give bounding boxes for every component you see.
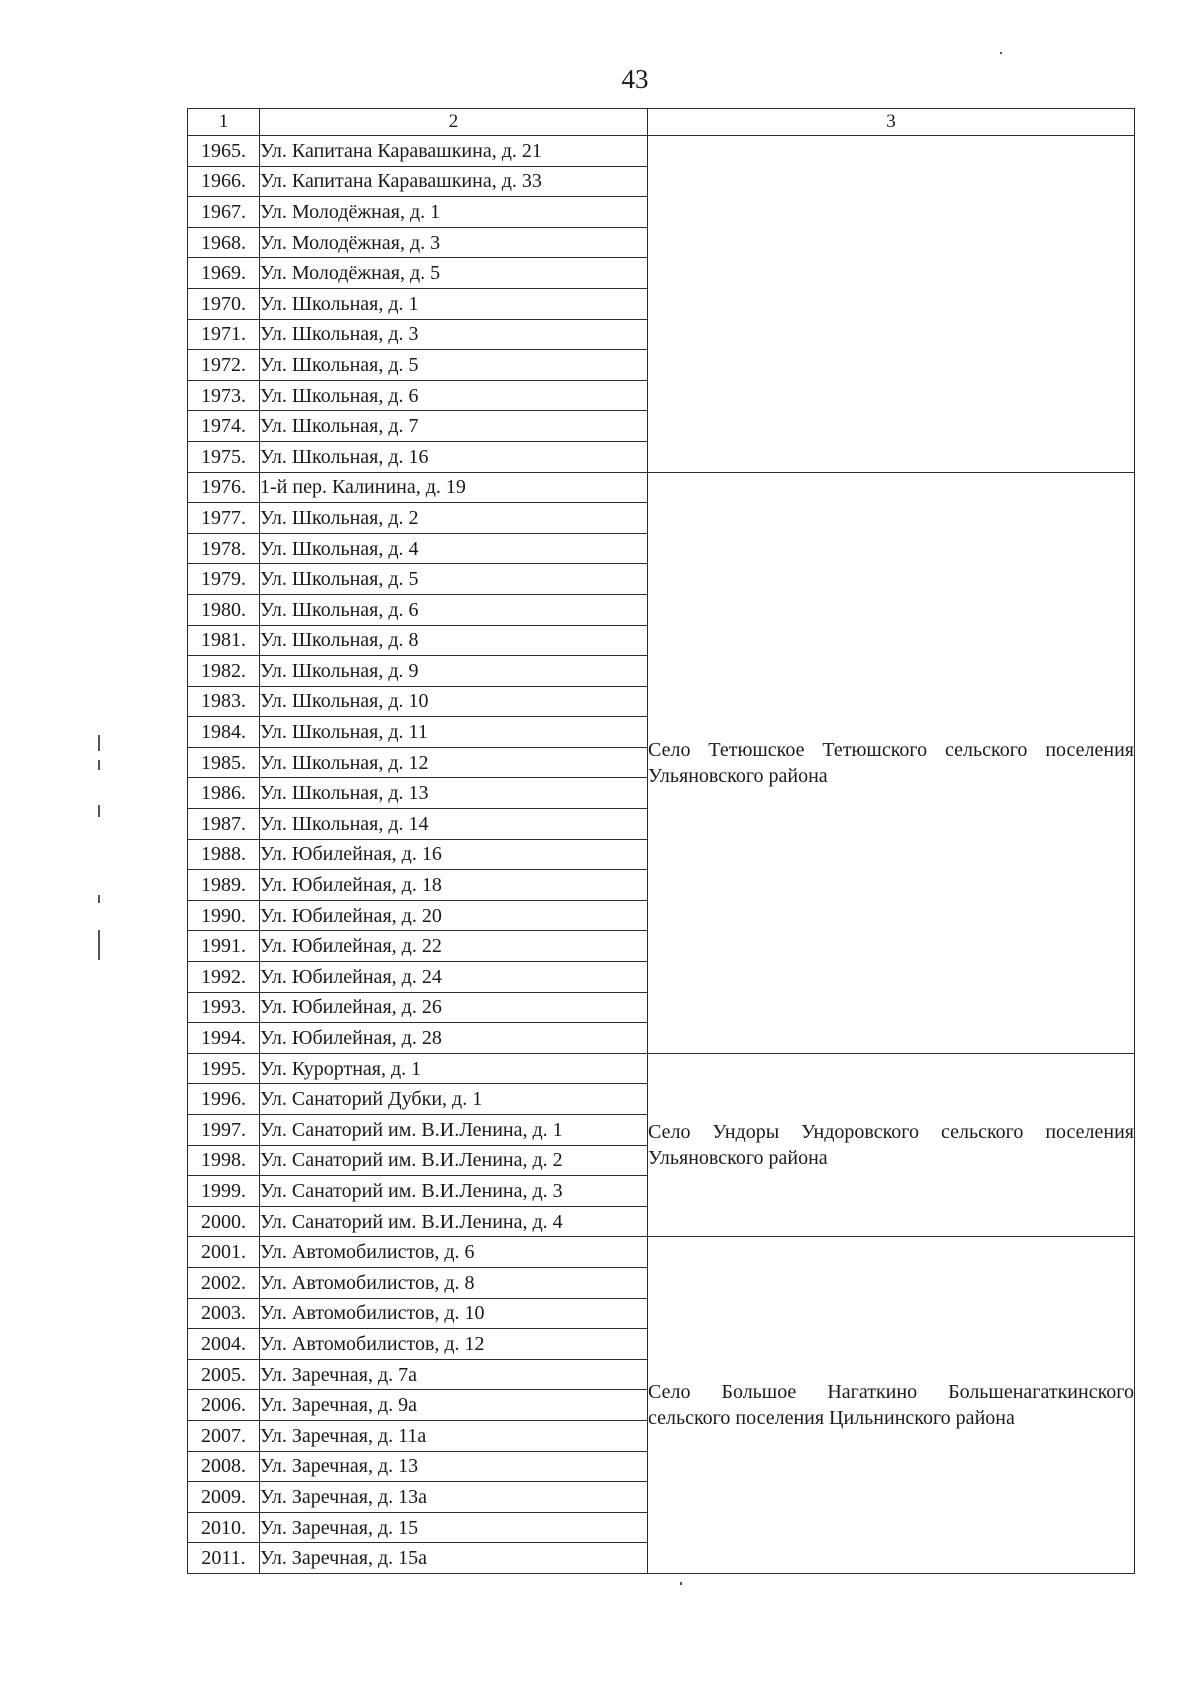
row-number: 2005.: [188, 1359, 260, 1390]
table-row: [188, 1237, 1135, 1268]
row-address: Ул. Заречная, д. 9а: [260, 1390, 648, 1421]
scan-speck: [98, 735, 100, 751]
column-header-address: 2: [260, 109, 648, 136]
table-row: [188, 1053, 1135, 1084]
row-number: 1969.: [188, 258, 260, 289]
row-number: 1985.: [188, 747, 260, 778]
row-number: 2011.: [188, 1543, 260, 1574]
row-number: 1974.: [188, 411, 260, 442]
row-number: 2006.: [188, 1390, 260, 1421]
row-number: 1992.: [188, 962, 260, 993]
row-number: 1986.: [188, 778, 260, 809]
row-address: Ул. Юбилейная, д. 22: [260, 931, 648, 962]
row-address: Ул. Санаторий им. В.И.Ленина, д. 1: [260, 1115, 648, 1146]
row-address: Ул. Школьная, д. 11: [260, 717, 648, 748]
row-address: Ул. Школьная, д. 1: [260, 288, 648, 319]
row-number: 1976.: [188, 472, 260, 503]
row-address: Ул. Капитана Каравашкина, д. 33: [260, 166, 648, 197]
table-row: [188, 472, 1135, 503]
row-number: 2010.: [188, 1512, 260, 1543]
row-address: Ул. Юбилейная, д. 26: [260, 992, 648, 1023]
row-address: Ул. Школьная, д. 12: [260, 747, 648, 778]
row-address: Ул. Санаторий Дубки, д. 1: [260, 1084, 648, 1115]
row-address: Ул. Капитана Каравашкина, д. 21: [260, 136, 648, 167]
row-address: Ул. Школьная, д. 2: [260, 503, 648, 534]
row-number: 1975.: [188, 441, 260, 472]
row-number: 1998.: [188, 1145, 260, 1176]
row-number: 2002.: [188, 1267, 260, 1298]
row-number: 1966.: [188, 166, 260, 197]
row-address: Ул. Автомобилистов, д. 12: [260, 1329, 648, 1360]
row-address: Ул. Школьная, д. 6: [260, 380, 648, 411]
row-number: 1968.: [188, 227, 260, 258]
settlement-cell: Село Ундоры Ундоровского сельского поселения Ульяновского района: [648, 1053, 1135, 1237]
row-address: Ул. Юбилейная, д. 24: [260, 962, 648, 993]
row-number: 1984.: [188, 717, 260, 748]
row-number: 1983.: [188, 686, 260, 717]
row-number: 1973.: [188, 380, 260, 411]
scan-speck: [98, 760, 100, 770]
scan-speck: [98, 805, 100, 817]
row-number: 1996.: [188, 1084, 260, 1115]
row-number: 1993.: [188, 992, 260, 1023]
page-number: 43: [621, 64, 649, 94]
row-address: Ул. Школьная, д. 16: [260, 441, 648, 472]
row-number: 2001.: [188, 1237, 260, 1268]
row-address: Ул. Заречная, д. 15: [260, 1512, 648, 1543]
row-number: 1980.: [188, 594, 260, 625]
row-address: Ул. Школьная, д. 10: [260, 686, 648, 717]
row-address: Ул. Заречная, д. 11а: [260, 1420, 648, 1451]
row-address: Ул. Молодёжная, д. 3: [260, 227, 648, 258]
row-address: Ул. Молодёжная, д. 5: [260, 258, 648, 289]
row-address: Ул. Школьная, д. 3: [260, 319, 648, 350]
table-row: [188, 136, 1135, 167]
row-address: Ул. Школьная, д. 9: [260, 656, 648, 687]
row-address: Ул. Школьная, д. 7: [260, 411, 648, 442]
settlement-cell: Село Тетюшское Тетюшского сельского поселения Ульяновского района: [648, 472, 1135, 1053]
address-table: [187, 108, 1135, 1574]
column-header-number: 1: [188, 109, 260, 136]
row-address: Ул. Школьная, д. 14: [260, 809, 648, 840]
row-address: Ул. Курортная, д. 1: [260, 1053, 648, 1084]
row-number: 1970.: [188, 288, 260, 319]
table-header-row: [188, 109, 1135, 136]
row-address: Ул. Школьная, д. 5: [260, 350, 648, 381]
row-number: 2009.: [188, 1482, 260, 1513]
row-number: 1972.: [188, 350, 260, 381]
row-number: 1982.: [188, 656, 260, 687]
row-address: Ул. Автомобилистов, д. 6: [260, 1237, 648, 1268]
row-address: Ул. Юбилейная, д. 20: [260, 900, 648, 931]
row-number: 1967.: [188, 197, 260, 228]
row-number: 1987.: [188, 809, 260, 840]
row-address: Ул. Заречная, д. 7а: [260, 1359, 648, 1390]
row-address: Ул. Молодёжная, д. 1: [260, 197, 648, 228]
row-number: 1988.: [188, 839, 260, 870]
scan-speck: [98, 895, 100, 903]
row-number: 2003.: [188, 1298, 260, 1329]
row-number: 1977.: [188, 503, 260, 534]
row-address: Ул. Автомобилистов, д. 10: [260, 1298, 648, 1329]
row-address: Ул. Школьная, д. 5: [260, 564, 648, 595]
row-address: Ул. Школьная, д. 8: [260, 625, 648, 656]
scan-speck: [1000, 52, 1002, 54]
row-address: Ул. Юбилейная, д. 16: [260, 839, 648, 870]
row-address: Ул. Школьная, д. 4: [260, 533, 648, 564]
row-address: Ул. Санаторий им. В.И.Ленина, д. 3: [260, 1176, 648, 1207]
row-number: 1995.: [188, 1053, 260, 1084]
row-number: 1978.: [188, 533, 260, 564]
row-number: 1991.: [188, 931, 260, 962]
row-number: 1981.: [188, 625, 260, 656]
row-number: 1965.: [188, 136, 260, 167]
row-address: Ул. Школьная, д. 6: [260, 594, 648, 625]
scan-speck: [680, 1582, 682, 1585]
row-address: Ул. Санаторий им. В.И.Ленина, д. 2: [260, 1145, 648, 1176]
scan-speck: [98, 930, 100, 960]
row-number: 2008.: [188, 1451, 260, 1482]
row-address: Ул. Заречная, д. 15а: [260, 1543, 648, 1574]
row-number: 1971.: [188, 319, 260, 350]
row-number: 1994.: [188, 1023, 260, 1054]
row-address: Ул. Школьная, д. 13: [260, 778, 648, 809]
row-address: Ул. Юбилейная, д. 18: [260, 870, 648, 901]
row-number: 1989.: [188, 870, 260, 901]
table-body: [188, 136, 1135, 1574]
row-address: Ул. Санаторий им. В.И.Ленина, д. 4: [260, 1206, 648, 1237]
row-number: 2004.: [188, 1329, 260, 1360]
row-address: Ул. Юбилейная, д. 28: [260, 1023, 648, 1054]
settlement-cell: Село Большое Нагаткино Большенагаткинского сельского поселения Цильнинского района: [648, 1237, 1135, 1574]
row-address: Ул. Заречная, д. 13: [260, 1451, 648, 1482]
row-number: 1990.: [188, 900, 260, 931]
row-number: 1999.: [188, 1176, 260, 1207]
column-header-location: 3: [648, 109, 1135, 136]
row-address: Ул. Заречная, д. 13а: [260, 1482, 648, 1513]
row-number: 1979.: [188, 564, 260, 595]
settlement-cell: [648, 136, 1135, 473]
row-number: 2000.: [188, 1206, 260, 1237]
row-address: 1-й пер. Калинина, д. 19: [260, 472, 648, 503]
row-number: 1997.: [188, 1115, 260, 1146]
row-number: 2007.: [188, 1420, 260, 1451]
row-address: Ул. Автомобилистов, д. 8: [260, 1267, 648, 1298]
